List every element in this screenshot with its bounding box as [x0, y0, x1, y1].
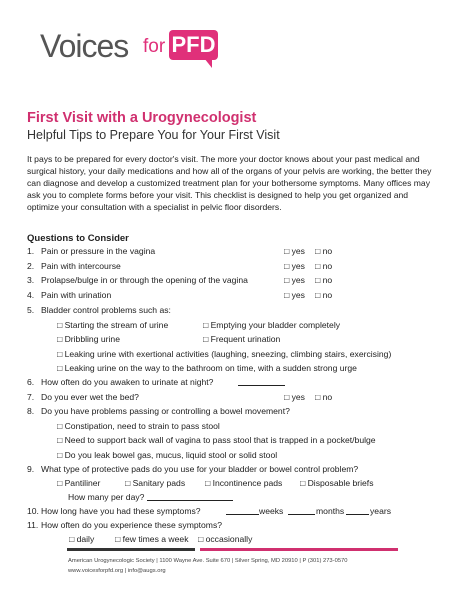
q10-years-label: years: [370, 506, 392, 516]
question-number: 11.: [27, 520, 39, 530]
question-number: 4.: [27, 290, 35, 300]
logo-speech-tail-icon: [200, 58, 212, 68]
q10-years-blank[interactable]: [346, 506, 369, 515]
q5-emptying-bladder-checkbox[interactable]: □ Emptying your bladder completely: [203, 320, 341, 330]
logo-pfd-badge: PFD: [169, 30, 218, 60]
logo-for-text: for: [143, 36, 166, 57]
question-text: Do you ever wet the bed?: [41, 392, 139, 402]
footer-divider-pink: [200, 548, 398, 551]
q10-weeks-blank[interactable]: [226, 506, 259, 515]
question-number: 10.: [27, 506, 39, 516]
q7-yes-checkbox[interactable]: □ yes: [284, 392, 305, 402]
question-text: Do you have problems passing or controlling a bowel movement?: [41, 406, 290, 416]
question-text: Pain with urination: [41, 290, 112, 300]
question-number: 6.: [27, 377, 35, 387]
page-subtitle: Helpful Tips to Prepare You for Your First Visit: [27, 128, 280, 142]
question-number: 3.: [27, 275, 35, 285]
question-number: 5.: [27, 305, 35, 315]
q5-dribbling-checkbox[interactable]: □ Dribbling urine: [57, 334, 120, 344]
q2-no-checkbox[interactable]: □ no: [315, 261, 333, 271]
question-text: Prolapse/bulge in or through the opening of the vagina: [41, 275, 248, 285]
q7-no-checkbox[interactable]: □ no: [315, 392, 333, 402]
footer-divider-dark: [67, 548, 195, 551]
question-number: 1.: [27, 246, 35, 256]
q11-occasionally-checkbox[interactable]: □ occasionally: [198, 534, 253, 544]
q5-urge-leak-checkbox[interactable]: □ Leaking urine on the way to the bathroom on time, with a sudden strong urge: [57, 363, 357, 373]
q9-incontinence-pads-checkbox[interactable]: □ Incontinence pads: [205, 478, 283, 488]
q6-answer-blank[interactable]: [238, 377, 285, 386]
footer-contact-links[interactable]: www.voicesforpfd.org | info@augs.org: [68, 568, 166, 574]
q10-weeks-label: weeks: [259, 506, 284, 516]
intro-paragraph: It pays to be prepared for every doctor's visit. The more your doctor knows about your past medical and surgical history, your daily medications and how all of the organs of your pelvis are working, the better they can diagnose and develop a customized treatment plan for your bothersome symptoms. Many offices may ask you to complete forms before your visit. This checklist is designed to help you get organized and optimize your consultation with a specialist in pelvic floor disorders.: [27, 154, 432, 212]
q9-per-day-blank[interactable]: [147, 492, 233, 501]
page-title: First Visit with a Urogynecologist: [27, 110, 257, 126]
q1-yes-checkbox[interactable]: □ yes: [284, 246, 305, 256]
question-text: How often do you experience these symptoms?: [41, 520, 223, 530]
question-text: What type of protective pads do you use for your bladder or bowel control problem?: [41, 464, 359, 474]
q8-support-vagina-checkbox[interactable]: □ Need to support back wall of vagina to pass stool that is trapped in a pocket/bulge: [57, 435, 376, 445]
q8-bowel-leak-checkbox[interactable]: □ Do you leak bowel gas, mucus, liquid stool or solid stool: [57, 450, 278, 460]
question-number: 7.: [27, 392, 35, 402]
question-number: 8.: [27, 406, 35, 416]
q9-disposable-briefs-checkbox[interactable]: □ Disposable briefs: [300, 478, 374, 488]
footer-address: American Urogynecologic Society | 1100 Wayne Ave. Suite 670 | Silver Spring, MD 20910 | P (301) 273-0570: [68, 558, 348, 564]
q10-months-blank[interactable]: [288, 506, 315, 515]
q8-constipation-checkbox[interactable]: □ Constipation, need to strain to pass stool: [57, 421, 220, 431]
question-text: Pain with intercourse: [41, 261, 121, 271]
question-number: 9.: [27, 464, 35, 474]
q10-months-label: months: [316, 506, 345, 516]
section-title: Questions to Consider: [27, 233, 129, 244]
question-number: 2.: [27, 261, 35, 271]
q9-per-day-label: How many per day?: [68, 492, 145, 502]
question-text: How often do you awaken to urinate at night?: [41, 377, 214, 387]
q3-no-checkbox[interactable]: □ no: [315, 275, 333, 285]
logo-voices-text: Voices: [40, 28, 129, 64]
voices-for-pfd-logo: [40, 24, 220, 70]
q1-no-checkbox[interactable]: □ no: [315, 246, 333, 256]
q5-exertional-leak-checkbox[interactable]: □ Leaking urine with exertional activities (laughing, sneezing, climbing stairs, exercising): [57, 349, 392, 359]
q2-yes-checkbox[interactable]: □ yes: [284, 261, 305, 271]
q11-few-times-checkbox[interactable]: □ few times a week: [115, 534, 189, 544]
question-text: Pain or pressure in the vagina: [41, 246, 156, 256]
q9-sanitary-pads-checkbox[interactable]: □ Sanitary pads: [125, 478, 186, 488]
q9-pantiliner-checkbox[interactable]: □ Pantiliner: [57, 478, 101, 488]
q4-yes-checkbox[interactable]: □ yes: [284, 290, 305, 300]
q3-yes-checkbox[interactable]: □ yes: [284, 275, 305, 285]
question-text: Bladder control problems such as:: [41, 305, 171, 315]
q4-no-checkbox[interactable]: □ no: [315, 290, 333, 300]
q11-daily-checkbox[interactable]: □ daily: [69, 534, 95, 544]
q5-frequent-urination-checkbox[interactable]: □ Frequent urination: [203, 334, 281, 344]
q5-starting-stream-checkbox[interactable]: □ Starting the stream of urine: [57, 320, 169, 330]
question-text: How long have you had these symptoms?: [41, 506, 201, 516]
